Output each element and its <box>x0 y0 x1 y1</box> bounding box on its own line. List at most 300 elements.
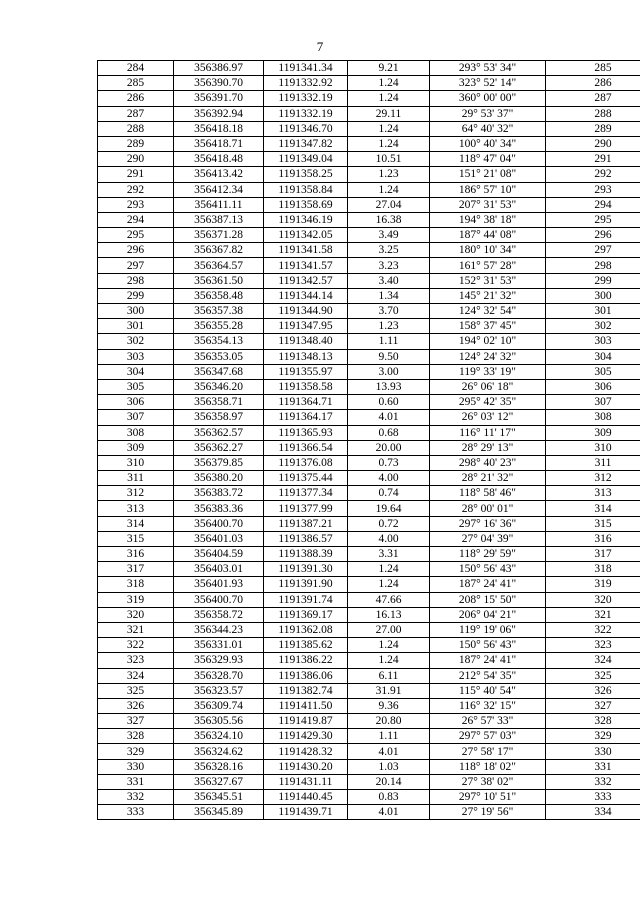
next-point-cell: 312 <box>546 471 640 486</box>
x-coordinate-cell: 356345.51 <box>174 790 264 805</box>
next-point-cell: 323 <box>546 638 640 653</box>
next-point-cell: 325 <box>546 668 640 683</box>
y-coordinate-cell: 1191388.39 <box>264 547 348 562</box>
bearing-cell: 27° 19' 56" <box>430 805 546 820</box>
bearing-cell: 115° 40' 54" <box>430 683 546 698</box>
next-point-cell: 303 <box>546 334 640 349</box>
next-point-cell: 328 <box>546 714 640 729</box>
distance-cell: 29.11 <box>348 106 430 121</box>
point-number-cell: 309 <box>98 440 174 455</box>
bearing-cell: 145° 21' 32" <box>430 288 546 303</box>
table-row <box>98 744 640 759</box>
distance-cell: 0.68 <box>348 425 430 440</box>
point-number-cell: 292 <box>98 182 174 197</box>
table-row <box>98 76 640 91</box>
point-number-cell: 312 <box>98 486 174 501</box>
distance-cell: 4.01 <box>348 410 430 425</box>
distance-cell: 1.34 <box>348 288 430 303</box>
y-coordinate-cell: 1191382.74 <box>264 683 348 698</box>
next-point-cell: 289 <box>546 121 640 136</box>
x-coordinate-cell: 356355.28 <box>174 319 264 334</box>
point-number-cell: 288 <box>98 121 174 136</box>
y-coordinate-cell: 1191391.74 <box>264 592 348 607</box>
x-coordinate-cell: 356345.89 <box>174 805 264 820</box>
table-row <box>98 288 640 303</box>
next-point-cell: 288 <box>546 106 640 121</box>
x-coordinate-cell: 356404.59 <box>174 547 264 562</box>
point-number-cell: 294 <box>98 212 174 227</box>
table-row <box>98 197 640 212</box>
table-row <box>98 273 640 288</box>
point-number-cell: 323 <box>98 653 174 668</box>
x-coordinate-cell: 356364.57 <box>174 258 264 273</box>
table-row <box>98 349 640 364</box>
next-point-cell: 298 <box>546 258 640 273</box>
y-coordinate-cell: 1191341.34 <box>264 61 348 76</box>
bearing-cell: 28° 21' 32" <box>430 471 546 486</box>
x-coordinate-cell: 356358.72 <box>174 607 264 622</box>
bearing-cell: 118° 47' 04" <box>430 152 546 167</box>
distance-cell: 0.83 <box>348 790 430 805</box>
next-point-cell: 324 <box>546 653 640 668</box>
table-row <box>98 167 640 182</box>
next-point-cell: 287 <box>546 91 640 106</box>
point-number-cell: 298 <box>98 273 174 288</box>
table-row <box>98 91 640 106</box>
distance-cell: 0.74 <box>348 486 430 501</box>
distance-cell: 4.01 <box>348 744 430 759</box>
point-number-cell: 328 <box>98 729 174 744</box>
y-coordinate-cell: 1191440.45 <box>264 790 348 805</box>
table-row <box>98 577 640 592</box>
bearing-cell: 151° 21' 08" <box>430 167 546 182</box>
x-coordinate-cell: 356324.10 <box>174 729 264 744</box>
distance-cell: 16.13 <box>348 607 430 622</box>
point-number-cell: 332 <box>98 790 174 805</box>
x-coordinate-cell: 356379.85 <box>174 455 264 470</box>
next-point-cell: 319 <box>546 577 640 592</box>
point-number-cell: 289 <box>98 136 174 151</box>
bearing-cell: 360° 00' 00" <box>430 91 546 106</box>
x-coordinate-cell: 356387.13 <box>174 212 264 227</box>
point-number-cell: 302 <box>98 334 174 349</box>
table-row <box>98 334 640 349</box>
y-coordinate-cell: 1191332.19 <box>264 106 348 121</box>
distance-cell: 3.49 <box>348 228 430 243</box>
x-coordinate-cell: 356362.27 <box>174 440 264 455</box>
table-row <box>98 395 640 410</box>
next-point-cell: 326 <box>546 683 640 698</box>
x-coordinate-cell: 356411.11 <box>174 197 264 212</box>
point-number-cell: 317 <box>98 562 174 577</box>
table-row <box>98 547 640 562</box>
point-number-cell: 310 <box>98 455 174 470</box>
x-coordinate-cell: 356362.57 <box>174 425 264 440</box>
next-point-cell: 314 <box>546 501 640 516</box>
table-row <box>98 440 640 455</box>
next-point-cell: 310 <box>546 440 640 455</box>
table-row <box>98 364 640 379</box>
table-row <box>98 228 640 243</box>
next-point-cell: 311 <box>546 455 640 470</box>
point-number-cell: 327 <box>98 714 174 729</box>
y-coordinate-cell: 1191358.69 <box>264 197 348 212</box>
bearing-cell: 124° 24' 32" <box>430 349 546 364</box>
x-coordinate-cell: 356413.42 <box>174 167 264 182</box>
y-coordinate-cell: 1191376.08 <box>264 455 348 470</box>
next-point-cell: 331 <box>546 759 640 774</box>
bearing-cell: 194° 38' 18" <box>430 212 546 227</box>
next-point-cell: 306 <box>546 379 640 394</box>
table-row <box>98 790 640 805</box>
next-point-cell: 297 <box>546 243 640 258</box>
bearing-cell: 28° 00' 01" <box>430 501 546 516</box>
next-point-cell: 294 <box>546 197 640 212</box>
x-coordinate-cell: 356418.18 <box>174 121 264 136</box>
y-coordinate-cell: 1191377.99 <box>264 501 348 516</box>
x-coordinate-cell: 356391.70 <box>174 91 264 106</box>
bearing-cell: 116° 11' 17" <box>430 425 546 440</box>
point-number-cell: 287 <box>98 106 174 121</box>
y-coordinate-cell: 1191377.34 <box>264 486 348 501</box>
y-coordinate-cell: 1191341.58 <box>264 243 348 258</box>
x-coordinate-cell: 356371.28 <box>174 228 264 243</box>
distance-cell: 9.36 <box>348 698 430 713</box>
table-row <box>98 379 640 394</box>
distance-cell: 1.11 <box>348 729 430 744</box>
distance-cell: 1.24 <box>348 76 430 91</box>
x-coordinate-cell: 356347.68 <box>174 364 264 379</box>
next-point-cell: 286 <box>546 76 640 91</box>
x-coordinate-cell: 356390.70 <box>174 76 264 91</box>
table-row <box>98 258 640 273</box>
table-row <box>98 152 640 167</box>
next-point-cell: 330 <box>546 744 640 759</box>
point-number-cell: 329 <box>98 744 174 759</box>
x-coordinate-cell: 356383.72 <box>174 486 264 501</box>
bearing-cell: 194° 02' 10" <box>430 334 546 349</box>
table-row <box>98 425 640 440</box>
next-point-cell: 318 <box>546 562 640 577</box>
table-row <box>98 304 640 319</box>
y-coordinate-cell: 1191348.13 <box>264 349 348 364</box>
x-coordinate-cell: 356358.71 <box>174 395 264 410</box>
point-number-cell: 290 <box>98 152 174 167</box>
y-coordinate-cell: 1191346.19 <box>264 212 348 227</box>
y-coordinate-cell: 1191428.32 <box>264 744 348 759</box>
next-point-cell: 313 <box>546 486 640 501</box>
distance-cell: 13.93 <box>348 379 430 394</box>
y-coordinate-cell: 1191342.05 <box>264 228 348 243</box>
bearing-cell: 206° 04' 21" <box>430 607 546 622</box>
bearing-cell: 150° 56' 43" <box>430 562 546 577</box>
bearing-cell: 26° 57' 33" <box>430 714 546 729</box>
point-number-cell: 314 <box>98 516 174 531</box>
distance-cell: 16.38 <box>348 212 430 227</box>
x-coordinate-cell: 356380.20 <box>174 471 264 486</box>
next-point-cell: 329 <box>546 729 640 744</box>
bearing-cell: 208° 15' 50" <box>430 592 546 607</box>
distance-cell: 20.14 <box>348 774 430 789</box>
table-row <box>98 136 640 151</box>
y-coordinate-cell: 1191358.58 <box>264 379 348 394</box>
point-number-cell: 293 <box>98 197 174 212</box>
bearing-cell: 161° 57' 28" <box>430 258 546 273</box>
x-coordinate-cell: 356383.36 <box>174 501 264 516</box>
table-row <box>98 638 640 653</box>
point-number-cell: 300 <box>98 304 174 319</box>
next-point-cell: 308 <box>546 410 640 425</box>
point-number-cell: 324 <box>98 668 174 683</box>
table-row <box>98 774 640 789</box>
x-coordinate-cell: 356323.57 <box>174 683 264 698</box>
bearing-cell: 27° 58' 17" <box>430 744 546 759</box>
distance-cell: 31.91 <box>348 683 430 698</box>
point-number-cell: 320 <box>98 607 174 622</box>
bearing-cell: 187° 24' 41" <box>430 577 546 592</box>
bearing-cell: 29° 53' 37" <box>430 106 546 121</box>
next-point-cell: 327 <box>546 698 640 713</box>
bearing-cell: 186° 57' 10" <box>430 182 546 197</box>
bearing-cell: 295° 42' 35" <box>430 395 546 410</box>
bearing-cell: 293° 53' 34" <box>430 61 546 76</box>
x-coordinate-cell: 356344.23 <box>174 622 264 637</box>
bearing-cell: 158° 37' 45" <box>430 319 546 334</box>
table-row <box>98 668 640 683</box>
table-row <box>98 501 640 516</box>
bearing-cell: 124° 32' 54" <box>430 304 546 319</box>
x-coordinate-cell: 356358.48 <box>174 288 264 303</box>
next-point-cell: 302 <box>546 319 640 334</box>
bearing-cell: 298° 40' 23" <box>430 455 546 470</box>
point-number-cell: 326 <box>98 698 174 713</box>
next-point-cell: 322 <box>546 622 640 637</box>
x-coordinate-cell: 356346.20 <box>174 379 264 394</box>
bearing-cell: 297° 10' 51" <box>430 790 546 805</box>
bearing-cell: 180° 10' 34" <box>430 243 546 258</box>
y-coordinate-cell: 1191419.87 <box>264 714 348 729</box>
point-number-cell: 315 <box>98 531 174 546</box>
bearing-cell: 150° 56' 43" <box>430 638 546 653</box>
y-coordinate-cell: 1191344.14 <box>264 288 348 303</box>
x-coordinate-cell: 356418.71 <box>174 136 264 151</box>
x-coordinate-cell: 356361.50 <box>174 273 264 288</box>
point-number-cell: 303 <box>98 349 174 364</box>
next-point-cell: 316 <box>546 531 640 546</box>
x-coordinate-cell: 356367.82 <box>174 243 264 258</box>
point-number-cell: 313 <box>98 501 174 516</box>
y-coordinate-cell: 1191332.92 <box>264 76 348 91</box>
distance-cell: 3.70 <box>348 304 430 319</box>
distance-cell: 0.60 <box>348 395 430 410</box>
distance-cell: 3.25 <box>348 243 430 258</box>
point-number-cell: 322 <box>98 638 174 653</box>
x-coordinate-cell: 356400.70 <box>174 516 264 531</box>
x-coordinate-cell: 356401.93 <box>174 577 264 592</box>
x-coordinate-cell: 356418.48 <box>174 152 264 167</box>
x-coordinate-cell: 356392.94 <box>174 106 264 121</box>
distance-cell: 1.24 <box>348 638 430 653</box>
bearing-cell: 27° 38' 02" <box>430 774 546 789</box>
point-number-cell: 285 <box>98 76 174 91</box>
table-row <box>98 486 640 501</box>
distance-cell: 3.31 <box>348 547 430 562</box>
point-number-cell: 299 <box>98 288 174 303</box>
bearing-cell: 323° 52' 14" <box>430 76 546 91</box>
bearing-cell: 118° 58' 46" <box>430 486 546 501</box>
y-coordinate-cell: 1191365.93 <box>264 425 348 440</box>
table-row <box>98 243 640 258</box>
coordinates-table <box>97 60 640 820</box>
bearing-cell: 207° 31' 53" <box>430 197 546 212</box>
y-coordinate-cell: 1191386.22 <box>264 653 348 668</box>
table-row <box>98 698 640 713</box>
next-point-cell: 332 <box>546 774 640 789</box>
bearing-cell: 152° 31' 53" <box>430 273 546 288</box>
distance-cell: 1.24 <box>348 136 430 151</box>
next-point-cell: 307 <box>546 395 640 410</box>
bearing-cell: 118° 29' 59" <box>430 547 546 562</box>
y-coordinate-cell: 1191439.71 <box>264 805 348 820</box>
next-point-cell: 296 <box>546 228 640 243</box>
table-row <box>98 714 640 729</box>
table-row <box>98 455 640 470</box>
bearing-cell: 119° 19' 06" <box>430 622 546 637</box>
distance-cell: 1.24 <box>348 653 430 668</box>
y-coordinate-cell: 1191347.82 <box>264 136 348 151</box>
table-row <box>98 805 640 820</box>
point-number-cell: 291 <box>98 167 174 182</box>
y-coordinate-cell: 1191342.57 <box>264 273 348 288</box>
distance-cell: 4.00 <box>348 531 430 546</box>
distance-cell: 0.73 <box>348 455 430 470</box>
point-number-cell: 318 <box>98 577 174 592</box>
next-point-cell: 293 <box>546 182 640 197</box>
x-coordinate-cell: 356309.74 <box>174 698 264 713</box>
table-row <box>98 516 640 531</box>
y-coordinate-cell: 1191411.50 <box>264 698 348 713</box>
y-coordinate-cell: 1191346.70 <box>264 121 348 136</box>
y-coordinate-cell: 1191430.20 <box>264 759 348 774</box>
x-coordinate-cell: 356324.62 <box>174 744 264 759</box>
point-number-cell: 301 <box>98 319 174 334</box>
next-point-cell: 292 <box>546 167 640 182</box>
next-point-cell: 299 <box>546 273 640 288</box>
distance-cell: 1.24 <box>348 577 430 592</box>
y-coordinate-cell: 1191344.90 <box>264 304 348 319</box>
next-point-cell: 291 <box>546 152 640 167</box>
distance-cell: 0.72 <box>348 516 430 531</box>
point-number-cell: 296 <box>98 243 174 258</box>
distance-cell: 9.50 <box>348 349 430 364</box>
y-coordinate-cell: 1191431.11 <box>264 774 348 789</box>
y-coordinate-cell: 1191385.62 <box>264 638 348 653</box>
distance-cell: 10.51 <box>348 152 430 167</box>
x-coordinate-cell: 356353.05 <box>174 349 264 364</box>
y-coordinate-cell: 1191429.30 <box>264 729 348 744</box>
distance-cell: 1.24 <box>348 121 430 136</box>
table-row <box>98 607 640 622</box>
next-point-cell: 290 <box>546 136 640 151</box>
distance-cell: 19.64 <box>348 501 430 516</box>
next-point-cell: 295 <box>546 212 640 227</box>
distance-cell: 20.80 <box>348 714 430 729</box>
y-coordinate-cell: 1191387.21 <box>264 516 348 531</box>
point-number-cell: 306 <box>98 395 174 410</box>
bearing-cell: 116° 32' 15" <box>430 698 546 713</box>
table-row <box>98 729 640 744</box>
distance-cell: 1.23 <box>348 319 430 334</box>
next-point-cell: 305 <box>546 364 640 379</box>
x-coordinate-cell: 356329.93 <box>174 653 264 668</box>
bearing-cell: 100° 40' 34" <box>430 136 546 151</box>
distance-cell: 1.23 <box>348 167 430 182</box>
x-coordinate-cell: 356412.34 <box>174 182 264 197</box>
point-number-cell: 304 <box>98 364 174 379</box>
distance-cell: 3.40 <box>348 273 430 288</box>
distance-cell: 3.23 <box>348 258 430 273</box>
point-number-cell: 316 <box>98 547 174 562</box>
bearing-cell: 27° 04' 39" <box>430 531 546 546</box>
distance-cell: 3.00 <box>348 364 430 379</box>
y-coordinate-cell: 1191386.57 <box>264 531 348 546</box>
point-number-cell: 307 <box>98 410 174 425</box>
x-coordinate-cell: 356401.03 <box>174 531 264 546</box>
next-point-cell: 333 <box>546 790 640 805</box>
next-point-cell: 317 <box>546 547 640 562</box>
y-coordinate-cell: 1191358.84 <box>264 182 348 197</box>
distance-cell: 27.04 <box>348 197 430 212</box>
distance-cell: 27.00 <box>348 622 430 637</box>
table-row <box>98 653 640 668</box>
y-coordinate-cell: 1191348.40 <box>264 334 348 349</box>
x-coordinate-cell: 356358.97 <box>174 410 264 425</box>
next-point-cell: 309 <box>546 425 640 440</box>
next-point-cell: 321 <box>546 607 640 622</box>
distance-cell: 1.11 <box>348 334 430 349</box>
bearing-cell: 187° 44' 08" <box>430 228 546 243</box>
y-coordinate-cell: 1191364.17 <box>264 410 348 425</box>
table-row <box>98 106 640 121</box>
y-coordinate-cell: 1191366.54 <box>264 440 348 455</box>
point-number-cell: 295 <box>98 228 174 243</box>
table-row <box>98 562 640 577</box>
next-point-cell: 301 <box>546 304 640 319</box>
x-coordinate-cell: 356400.70 <box>174 592 264 607</box>
bearing-cell: 212° 54' 35" <box>430 668 546 683</box>
y-coordinate-cell: 1191362.08 <box>264 622 348 637</box>
table-row <box>98 683 640 698</box>
x-coordinate-cell: 356305.56 <box>174 714 264 729</box>
x-coordinate-cell: 356386.97 <box>174 61 264 76</box>
bearing-cell: 64° 40' 32" <box>430 121 546 136</box>
point-number-cell: 284 <box>98 61 174 76</box>
x-coordinate-cell: 356331.01 <box>174 638 264 653</box>
table-row <box>98 121 640 136</box>
next-point-cell: 304 <box>546 349 640 364</box>
point-number-cell: 321 <box>98 622 174 637</box>
bearing-cell: 297° 16' 36" <box>430 516 546 531</box>
table-row <box>98 319 640 334</box>
distance-cell: 6.11 <box>348 668 430 683</box>
next-point-cell: 334 <box>546 805 640 820</box>
next-point-cell: 285 <box>546 61 640 76</box>
y-coordinate-cell: 1191391.90 <box>264 577 348 592</box>
bearing-cell: 119° 33' 19" <box>430 364 546 379</box>
page-number: 7 <box>316 39 324 54</box>
y-coordinate-cell: 1191341.57 <box>264 258 348 273</box>
distance-cell: 1.24 <box>348 91 430 106</box>
